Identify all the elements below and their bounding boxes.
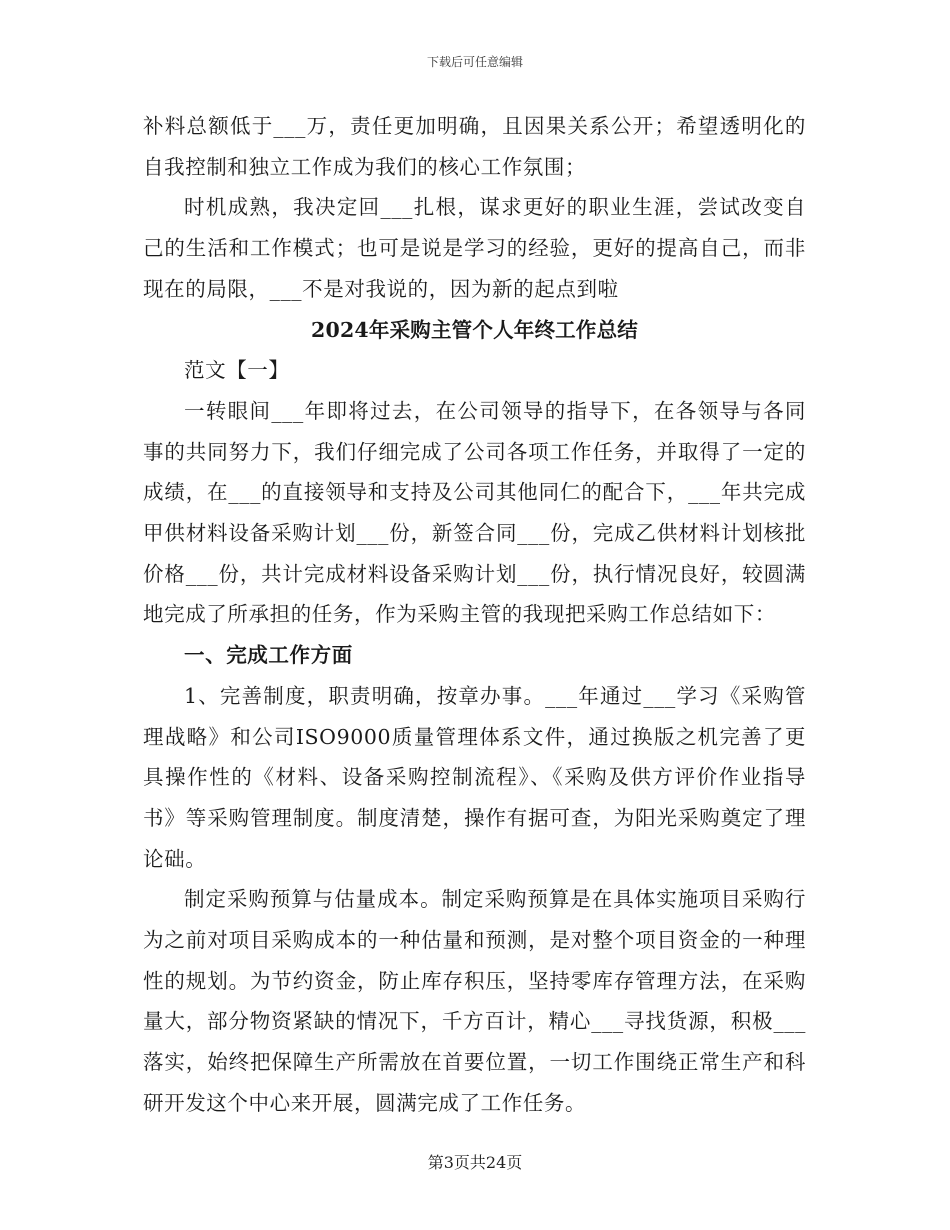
paragraph-budget: 制定采购预算与估量成本。制定采购预算是在具体实施项目采购行为之前对项目采购成本的一种估量和预测，是对整个项目资金的一种理性的规划。为节约资金，防止库存积压，坚持零库存管理方法，在采购量大，部分物资紧缺的情况下，千方百计，精心___寻找货源，积极___落实，始终把保障生产所需放在首要位置，一切工作围绕正常生产和科研开发这个中心来开展，圆满完成了工作任务。	[143, 887, 806, 1115]
paragraph-decision: 时机成熟，我决定回___扎根，谋求更好的职业生涯，尝试改变自己的生活和工作模式；也可是说是学习的经验，更好的提高自己，而非现在的局限，___不是对我说的，因为新的起点到啦	[143, 195, 806, 301]
sample-label: 范文【一】	[184, 358, 290, 383]
paragraph-continued: 补料总额低于___万，责任更加明确，且因果关系公开；希望透明化的自我控制和独立工作成为我们的核心工作氛围；	[143, 114, 806, 179]
paragraph-intro: 一转眼间___年即将过去，在公司领导的指导下，在各领导与各同事的共同努力下，我们仔细完成了公司各项工作任务，并取得了一定的成绩，在___的直接领导和支持及公司其他同仁的配合下，___年共完成甲供材料设备采购计划___份，新签合同___份，完成乙供材料计划核批价格___份，共计完成材料设备采购计划___份，执行情况良好，较圆满地完成了所承担的任务，作为采购主管的我现把采购工作总结如下：	[143, 398, 806, 627]
page-header: 下载后可任意编辑	[426, 55, 523, 69]
document-body	[143, 106, 806, 1124]
paragraph-item-1: 1、完善制度，职责明确，按章办事。___年通过___学习《采购管理战略》和公司ISO9000质量管理体系文件，通过换版之机完善了更具操作性的《材料、设备采购控制流程》、《采购及供方评价作业指导书》等采购管理制度。制度清楚，操作有据可查，为阳光采购奠定了理论础。	[143, 683, 806, 871]
section-heading: 一、完成工作方面	[184, 643, 353, 668]
page-footer: 第3页共24页	[427, 1153, 523, 1172]
document-title: 2024年采购主管个人年终工作总结	[311, 317, 638, 342]
